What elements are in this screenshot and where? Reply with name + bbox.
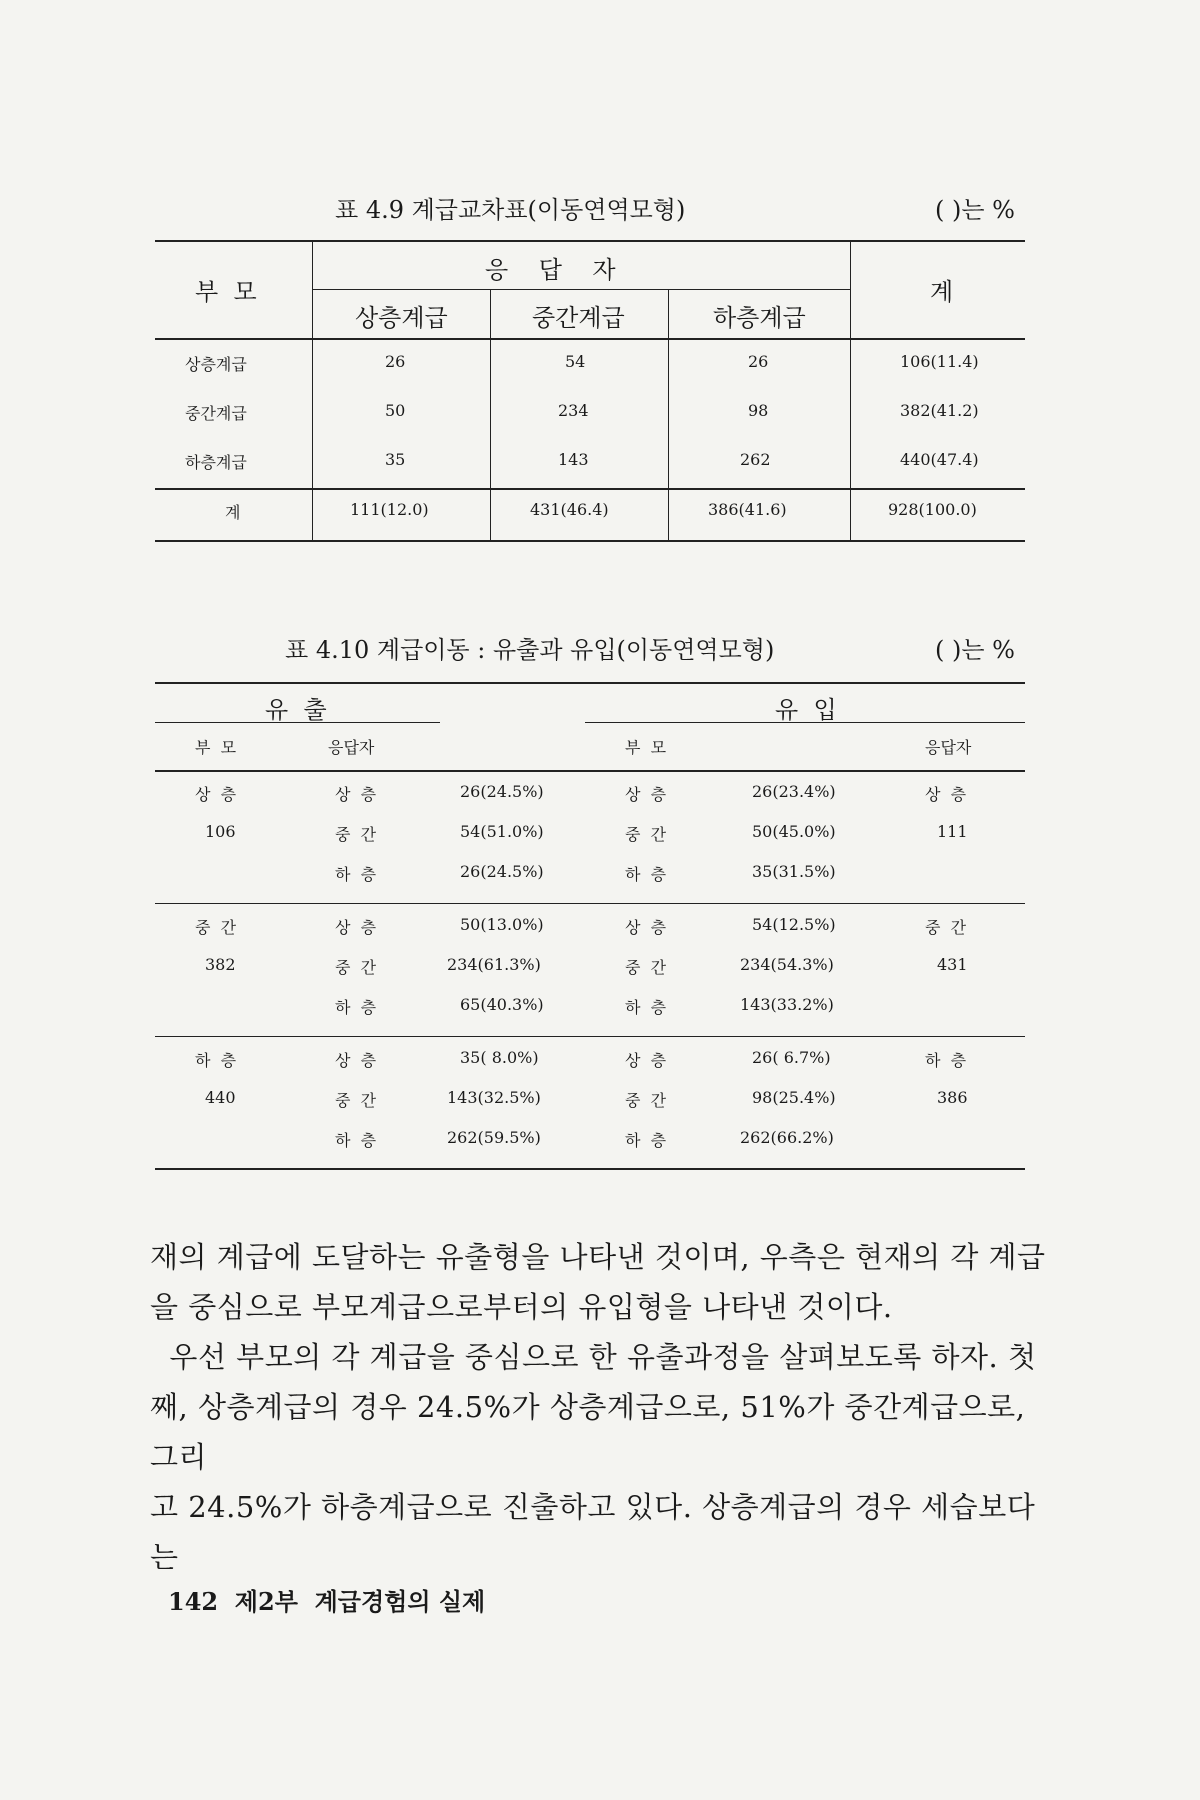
table49-caption: 표 4.9 계급교차표(이동연역모형) [335,196,686,224]
table410-col-respondent: 응답자 [328,738,375,757]
table49-cell-total: 928(100.0) [888,500,977,519]
rule [312,240,313,540]
table49-col-middle: 중간계급 [532,304,625,332]
table410-in-value: 262(66.2%) [740,1128,834,1147]
table410-in-value: 50(45.0%) [752,822,836,841]
table410-parent: 상 층 [195,785,237,804]
table49-row-label: 하층계급 [185,453,247,472]
table410-caption: 표 4.10 계급이동 : 유출과 유입(이동연역모형) [285,636,775,664]
body-line: 재의 계급에 도달하는 유출형을 나타낸 것이며, 우측은 현재의 각 계급 [150,1240,1046,1274]
table410-out-class: 상 층 [335,918,377,937]
table49-cell: 35 [385,450,406,469]
table410-out-value: 65(40.3%) [460,995,544,1014]
table410-in-class: 하 층 [625,865,667,884]
rule [155,338,1025,340]
table410-respondent-n: 111 [937,822,968,841]
table410-parent-n: 382 [205,955,236,974]
table49-cell: 431(46.4) [530,500,609,519]
table410-out-class: 중 간 [335,958,377,977]
table410-out-class: 하 층 [335,1131,377,1150]
rule [850,240,851,540]
table49-cell: 54 [565,352,586,371]
table410-out-value: 143(32.5%) [447,1088,541,1107]
table410-in-class: 하 층 [625,1131,667,1150]
table410-out-value: 26(24.5%) [460,862,544,881]
table410-in-value: 26(23.4%) [752,782,836,801]
rule [668,289,669,540]
table49-header-respondent: 응 답 자 [485,256,616,284]
rule [155,488,1025,490]
rule [155,240,1025,242]
table410-respondent: 하 층 [925,1051,967,1070]
table49-cell: 98 [748,401,769,420]
table410-in-class: 상 층 [625,785,667,804]
table49-cell-total: 106(11.4) [900,352,979,371]
table49-cell-total: 382(41.2) [900,401,979,420]
table410-out-value: 234(61.3%) [447,955,541,974]
rule [155,682,1025,684]
body-paragraph [150,1232,1050,1582]
table410-respondent-n: 386 [937,1088,968,1107]
table410-out-class: 중 간 [335,1091,377,1110]
rule [490,289,491,540]
table49-row-label: 중간계급 [185,404,247,423]
table410-in-value: 54(12.5%) [752,915,836,934]
table410-out-value: 54(51.0%) [460,822,544,841]
table49-col-lower: 하층계급 [713,304,806,332]
table49-col-upper: 상층계급 [355,304,448,332]
table49-unit: ( )는 % [935,196,1015,224]
body-line: 우선 부모의 각 계급을 중심으로 한 유출과정을 살펴보도록 하자. 첫 [150,1340,1037,1374]
table410-out-class: 상 층 [335,785,377,804]
rule [155,1168,1025,1170]
table49-cell: 26 [385,352,406,371]
table410-in-class: 상 층 [625,918,667,937]
table410-in-class: 하 층 [625,998,667,1017]
table49-header-total: 계 [930,278,954,306]
table49-footer-label: 계 [225,503,241,522]
table410-respondent: 상 층 [925,785,967,804]
table410-parent-n: 106 [205,822,236,841]
rule [155,903,1025,904]
table410-parent: 중 간 [195,918,237,937]
table410-parent: 하 층 [195,1051,237,1070]
table410-in-value: 98(25.4%) [752,1088,836,1107]
table410-outflow-header: 유 출 [265,696,327,724]
table410-inflow-header: 유 입 [775,696,837,724]
table410-in-value: 143(33.2%) [740,995,834,1014]
body-line: 째, 상층계급의 경우 24.5%가 상층계급으로, 51%가 중간계급으로, 그리 [150,1390,1026,1474]
table49-cell: 262 [740,450,771,469]
table410-in-class: 중 간 [625,1091,667,1110]
table49-cell-total: 440(47.4) [900,450,979,469]
table410-parent-n: 440 [205,1088,236,1107]
table410-out-value: 35( 8.0%) [460,1048,539,1067]
table410-out-class: 상 층 [335,1051,377,1070]
table410-respondent: 중 간 [925,918,967,937]
table410-in-class: 상 층 [625,1051,667,1070]
table410-in-class: 중 간 [625,825,667,844]
table410-in-value: 26( 6.7%) [752,1048,831,1067]
table410-out-class: 하 층 [335,865,377,884]
table410-out-value: 50(13.0%) [460,915,544,934]
table49-header-parent: 부 모 [195,278,257,306]
table49-row-label: 상층계급 [185,355,247,374]
table410-out-value: 262(59.5%) [447,1128,541,1147]
table410-col-respondent-in: 응답자 [925,738,972,757]
table49-cell: 26 [748,352,769,371]
table49-cell: 234 [558,401,589,420]
table410-out-class: 하 층 [335,998,377,1017]
table410-in-class: 중 간 [625,958,667,977]
table49-cell: 50 [385,401,406,420]
rule [155,540,1025,542]
table410-out-class: 중 간 [335,825,377,844]
table410-respondent-n: 431 [937,955,968,974]
table410-col-parent-in: 부 모 [625,738,667,757]
rule [312,289,850,290]
table410-out-value: 26(24.5%) [460,782,544,801]
body-line: 을 중심으로 부모계급으로부터의 유입형을 나타낸 것이다. [150,1290,893,1324]
table410-in-value: 234(54.3%) [740,955,834,974]
body-line: 고 24.5%가 하층계급으로 진출하고 있다. 상층계급의 경우 세습보다는 [150,1490,1036,1574]
rule [155,770,1025,772]
table410-unit: ( )는 % [935,636,1015,664]
table49-cell: 111(12.0) [350,500,429,519]
page-footer: 142 제2부 계급경험의 실제 [168,1587,486,1616]
table410-in-value: 35(31.5%) [752,862,836,881]
table49-cell: 386(41.6) [708,500,787,519]
table49-cell: 143 [558,450,589,469]
rule [155,1036,1025,1037]
table410-col-parent: 부 모 [195,738,237,757]
